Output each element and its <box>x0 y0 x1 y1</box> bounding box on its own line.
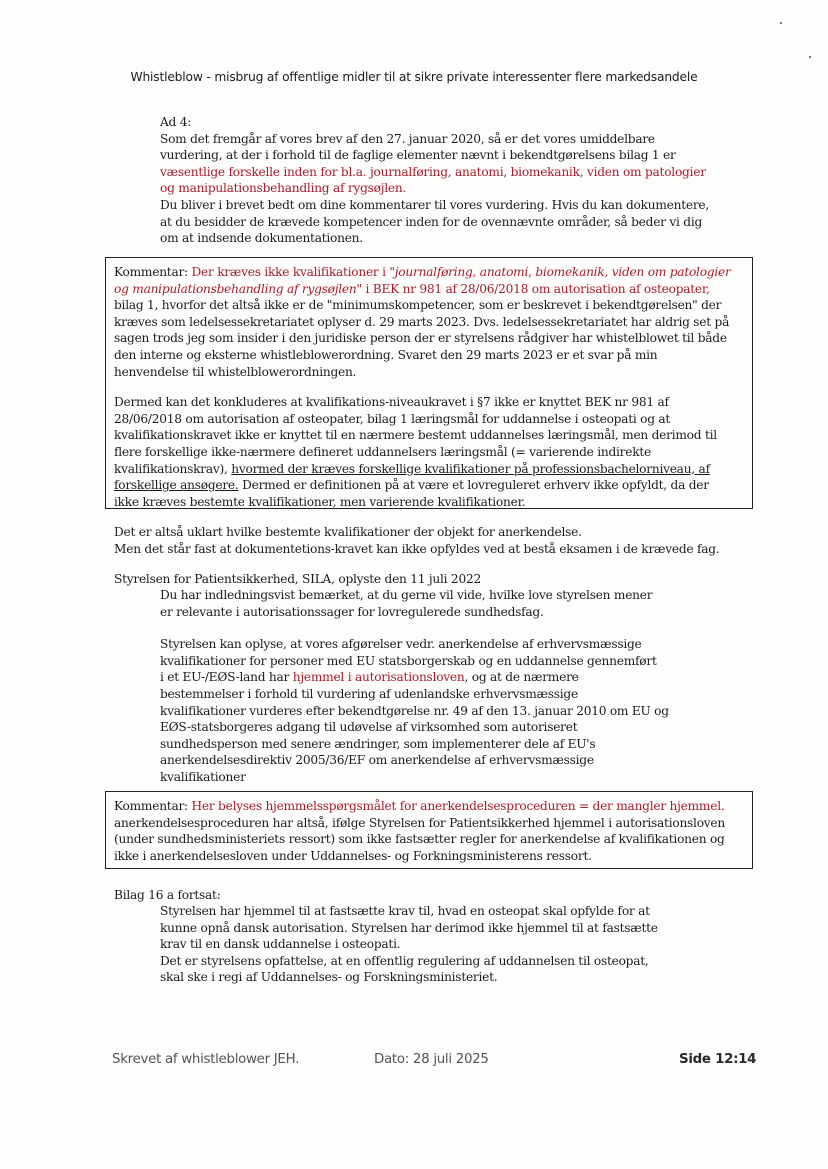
comment-line: den interne og eksterne whistleblowerordning. Svaret den 29 marts 2023 er et svar på min <box>114 347 658 362</box>
conclusion-line: Men det står fast at dokumentetions-kravet kan ikke opfyldes ved at bestå eksamen i de krævede fag. <box>114 541 720 556</box>
comment-label: Kommentar: <box>114 265 188 279</box>
sila-line: Du har indledningsvist bemærket, at du gerne vil vide, hvilke love styrelsen mener <box>160 588 653 602</box>
comment-line: ikke kræves bestemte kvalifikationer, men varierende kvalifikationer. <box>114 494 526 509</box>
comment-line: kræves som ledelsessekretariatet oplyser d. 29 marts 2023. Dvs. ledelsessekretariatet har aldrig set på <box>114 314 730 329</box>
comment-line: bilag 1, hvorfor det altså ikke er de "minimumskompetencer, som er beskrevet i bekendtgørelsen" der <box>114 298 722 313</box>
bilag16-line: krav til en dansk uddannelse i osteopati. <box>160 937 401 952</box>
comment-red-italic: "journalføring, anatomi, biomekanik, viden om patologier <box>389 265 731 279</box>
comment-line: Dermed kan det konkluderes at kvalifikations-niveaukravet i §7 ikke er knyttet BEK nr 981 af <box>114 395 669 410</box>
comment-text: Dermed er definitionen på at være et lovreguleret erhverv ikke opfyldt, da der <box>242 478 709 493</box>
conclusion-line: Det er altså uklart hvilke bestemte kvalifikationer der objekt for anerkendelse. <box>114 525 582 539</box>
sila-line: bestemmelser i forhold til vurdering af udenlandske erhvervsmæssige <box>160 686 578 701</box>
comment-line: 28/06/2018 om autorisation af osteopater, bilag 1 læringsmål for uddannelse i osteopati og at <box>114 411 671 426</box>
sila-red-text: hjemmel i autorisationsloven <box>292 670 465 685</box>
ad4-line: Som det fremgår af vores brev af den 27. januar 2020, så er det vores umiddelbare <box>160 131 655 146</box>
comment-text: kvalifikationskrav), <box>114 461 228 476</box>
sila-line: Styrelsen kan oplyse, at vores afgørelser vedr. anerkendelse af erhvervsmæssige <box>160 637 642 652</box>
bilag16-heading: Bilag 16 a fortsat: <box>114 888 221 902</box>
comment-line: (under sundhedsministeriets ressort) som ikke fastsætter regler for anerkendelse af kvalifikationen og <box>114 832 725 847</box>
footer-page-number: Side 12:14 <box>679 1052 757 1067</box>
comment-red-italic: og manipulationsbehandling af rygsøjlen" <box>114 281 362 296</box>
sila-line: kvalifikationer <box>160 769 246 784</box>
comment-red-text: i BEK nr 981 af 28/06/2018 om autorisation af osteopater, <box>365 281 710 296</box>
footer-author: Skrevet af whistleblower JEH. <box>112 1052 300 1067</box>
sila-heading: Styrelsen for Patientsikkerhed, SILA, oplyste den 11 juli 2022 <box>114 572 481 586</box>
comment-red-text: Der kræves ikke kvalifikationer i <box>191 265 386 279</box>
comment-1-text <box>114 264 731 510</box>
footer-date: Dato: 28 juli 2025 <box>374 1052 489 1067</box>
comment-red-text: Her belyses hjemmelsspørgsmålet for anerkendelsesproceduren = der mangler hjemmel. <box>191 799 725 813</box>
sila-line: kvalifikationer for personer med EU statsborgerskab og en uddannelse gennemført <box>160 653 657 668</box>
comment-line: henvendelse til whistelblowerordningen. <box>114 364 357 379</box>
comment-label: Kommentar: <box>114 799 188 813</box>
ad4-line-highlight: væsentlige forskelle inden for bl.a. journalføring, anatomi, biomekanik, viden om patologier <box>160 164 706 179</box>
ad4-line-highlight: og manipulationsbehandling af rygsøjlen. <box>160 181 407 196</box>
sila-text: i et EU-/EØS-land har <box>160 670 290 685</box>
ad4-section <box>160 114 709 247</box>
sila-line: anerkendelsesdirektiv 2005/36/EF om anerkendelse af erhvervsmæssige <box>160 753 594 768</box>
ad4-line: om at indsende dokumentationen. <box>160 231 363 246</box>
comment-line: kvalifikationskravet ikke er knyttet til en nærmere bestemt uddannelses læringsmål, men derimod til <box>114 428 717 443</box>
ad4-line: at du besidder de krævede kompetencer inden for de ovennævnte områder, så beder vi dig <box>160 214 703 229</box>
scan-speck <box>809 56 811 58</box>
page-header-title: Whistleblow - misbrug af offentlige midler til at sikre private interessenter flere markedsandele <box>130 70 698 84</box>
bilag16-line: skal ske i regi af Uddannelses- og Forskningsministeriet. <box>160 970 498 985</box>
bilag16-quote <box>160 903 658 986</box>
bilag16-line: Det er styrelsens opfattelse, at en offentlig regulering af uddannelsen til osteopat, <box>160 953 649 968</box>
sila-text: , og at de nærmere <box>464 670 579 685</box>
comment-underlined-text: hvormed der kræves forskellige kvalifikationer på professionsbachelorniveau, af <box>231 461 710 476</box>
conclusion-paragraph <box>114 524 719 557</box>
ad4-heading: Ad 4: <box>160 115 192 129</box>
bilag16-line: kunne opnå dansk autorisation. Styrelsen har derimod ikke hjemmel til at fastsætte <box>160 920 658 935</box>
sila-line: er relevante i autorisationssager for lovregulerede sundhedsfag. <box>160 604 544 619</box>
comment-line: flere forskellige ikke-nærmere defineret uddannelsers læringsmål (= varierende indirekte <box>114 444 651 459</box>
bilag16-line: Styrelsen har hjemmel til at fastsætte krav til, hvad en osteopat skal opfylde for at <box>160 904 650 918</box>
sila-line: EØS-statsborgeres adgang til udøvelse af virksomhed som autoriseret <box>160 720 578 735</box>
sila-line: sundhedsperson med senere ændringer, som implementerer dele af EU's <box>160 736 596 751</box>
ad4-line: Du bliver i brevet bedt om dine kommentarer til vores vurdering. Hvis du kan dokumentere, <box>160 197 710 212</box>
sila-quote <box>160 587 669 786</box>
comment-2-text <box>114 798 725 864</box>
comment-line: sagen trods jeg som insider i den juridiske person der er styrelsens rådgiver har whistelblowet til både <box>114 331 727 346</box>
comment-line: anerkendelsesproceduren har altså, ifølge Styrelsen for Patientsikkerhed hjemmel i autorisationsloven <box>114 815 725 830</box>
scan-speck <box>780 22 782 24</box>
sila-line: kvalifikationer vurderes efter bekendtgørelse nr. 49 af den 13. januar 2010 om EU og <box>160 703 669 718</box>
ad4-line: vurdering, at der i forhold til de faglige elementer nævnt i bekendtgørelsens bilag 1 er <box>160 148 676 163</box>
comment-underlined-text: forskellige ansøgere. <box>114 478 239 493</box>
comment-line: ikke i anerkendelsesloven under Uddannelses- og Forkningsministerens ressort. <box>114 848 592 863</box>
